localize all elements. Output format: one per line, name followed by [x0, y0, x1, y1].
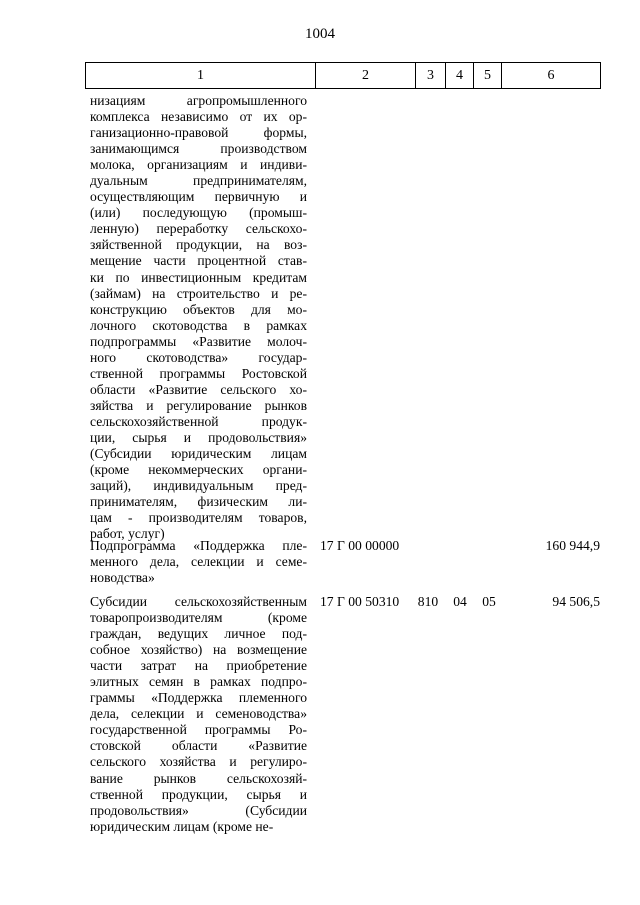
amount: 94 506,5 — [552, 594, 600, 609]
description-line: собное хозяйство) на возмещение — [90, 642, 307, 658]
description-line: (Субсидии юридическим лицам — [90, 446, 307, 462]
description-line: ного скотоводства» государ- — [90, 349, 307, 365]
description-line: ции, сырья и продовольствия» — [90, 429, 307, 445]
description-line: ленную) переработку сельскохо- — [90, 221, 307, 237]
description-line: ственной программы Ростовской — [90, 365, 307, 381]
description-line: (или) последующую (промыш- — [90, 205, 307, 221]
subsection-code: 05 — [482, 594, 496, 609]
column-header-5: 5 — [474, 63, 502, 89]
description-line: принимателям, физическим ли- — [90, 494, 307, 510]
description-line: молока, организациям и индиви- — [90, 157, 307, 173]
column-header-3: 3 — [416, 63, 446, 89]
target-code: 17 Г 00 00000 — [320, 538, 400, 553]
description-line: заций), индивидуальным пред- — [90, 478, 307, 494]
section-code: 04 — [453, 594, 467, 609]
description-line: граждан, ведущих личное под- — [90, 626, 307, 642]
description-line: менного дела, селекции и семе- — [90, 554, 307, 570]
row-description — [90, 538, 307, 586]
description-line: осуществляющим первичную и — [90, 189, 307, 205]
description-line: граммы «Поддержка племенного — [90, 690, 307, 706]
description-line: государственной программы Ро- — [90, 722, 307, 738]
description-line: ганизационно-правовой формы, — [90, 125, 307, 141]
description-line: занимающимся производством — [90, 141, 307, 157]
description-line: дела, селекции и семеноводства» — [90, 706, 307, 722]
description-line: зяйственной продукции, на воз- — [90, 237, 307, 253]
description-line: продовольствия» (Субсидии — [90, 802, 307, 818]
description-line: вание рынков сельскохозяй- — [90, 770, 307, 786]
description-line: цам - производителям товаров, — [90, 510, 307, 526]
description-line: лочного скотоводства в рамках — [90, 317, 307, 333]
description-line: сельского хозяйства и регулиро- — [90, 754, 307, 770]
description-line: стовской области «Развитие — [90, 738, 307, 754]
description-line: юридическим лицам (кроме не- — [90, 818, 274, 834]
column-header-table — [85, 62, 601, 89]
description-line: товаропроизводителям (кроме — [90, 610, 307, 626]
page-number: 1004 — [305, 26, 335, 42]
description-line: конструкцию объектов для мо- — [90, 301, 307, 317]
description-line: новодства» — [90, 570, 155, 586]
row-description — [90, 93, 307, 542]
column-header-2: 2 — [316, 63, 416, 89]
target-code: 17 Г 00 50310 — [320, 594, 400, 609]
description-line: комплекса независимо от их ор- — [90, 109, 307, 125]
description-line: дуальным предпринимателям, — [90, 173, 307, 189]
description-line: сельскохозяйственной продук- — [90, 413, 307, 429]
description-line: Подпрограмма «Поддержка пле- — [90, 538, 307, 553]
description-line: элитных семян в рамках подпро- — [90, 674, 307, 690]
description-line: области «Развитие сельского хо- — [90, 381, 307, 397]
row-description — [90, 594, 307, 835]
description-line: зяйства и регулирование рынков — [90, 397, 307, 413]
description-line: подпрограммы «Развитие молоч- — [90, 333, 307, 349]
expense-type: 810 — [417, 594, 439, 609]
description-line: ственной продукции, сырья и — [90, 786, 307, 802]
description-line: низациям агропромышленного — [90, 93, 307, 108]
description-line: (кроме некоммерческих органи- — [90, 462, 307, 478]
column-header-4: 4 — [446, 63, 474, 89]
column-header-1: 1 — [86, 63, 316, 89]
description-line: (займам) на строительство и ре- — [90, 285, 307, 301]
description-line: мещение части процентной став- — [90, 253, 307, 269]
description-line: ки по инвестиционным кредитам — [90, 269, 307, 285]
amount: 160 944,9 — [545, 538, 600, 553]
description-line: работ, услуг) — [90, 526, 165, 542]
description-line: части затрат на приобретение — [90, 658, 307, 674]
column-header-6: 6 — [502, 63, 601, 89]
description-line: Субсидии сельскохозяйственным — [90, 594, 307, 609]
